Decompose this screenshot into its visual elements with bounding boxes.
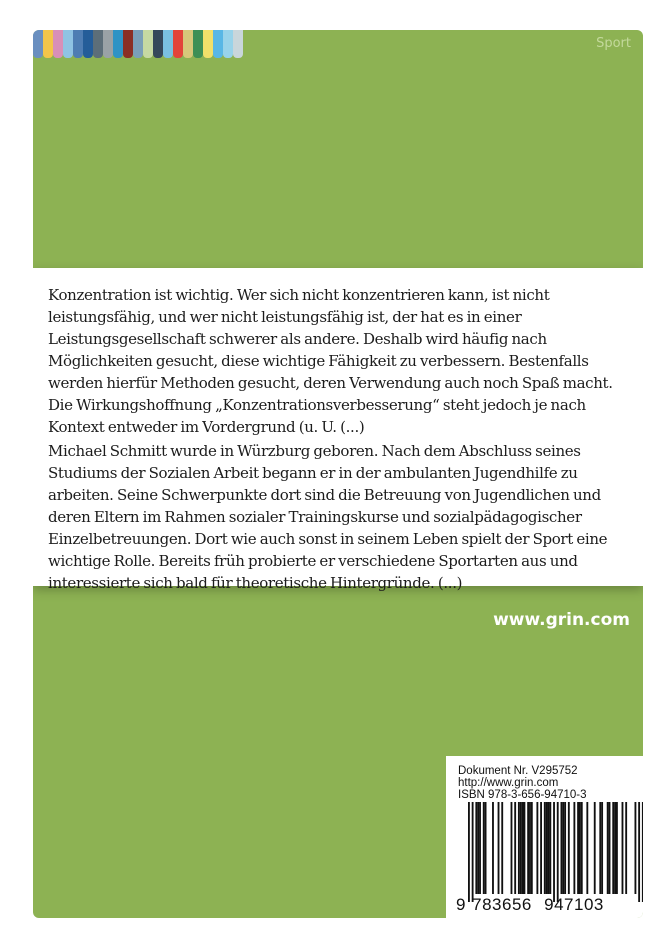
color-stripe bbox=[203, 30, 213, 58]
barcode-bar bbox=[568, 802, 570, 894]
barcode-digits-left: 783656 bbox=[472, 895, 532, 914]
barcode-bar bbox=[594, 802, 596, 894]
barcode-bar bbox=[511, 802, 513, 894]
barcode-bar bbox=[579, 802, 581, 894]
barcode-bar bbox=[586, 802, 588, 894]
color-stripe bbox=[133, 30, 143, 58]
author-biography: Michael Schmitt wurde in Würzburg geboren. Nach dem Abschluss seines Studiums der Sozialen Arbeit begann er in der ambulanten Jugendhilfe zu arbeiten. Seine Schwerpunkte dort sind die Betreuung von Jugendlichen und deren Eltern im Rahmen sozialer Trainingskurse und sozialpädagogischer Einzelbetreuungen. Dort wie auch sonst in seinem Leben spielt der Sport eine wichtige Rolle. Bereits früh probierte er verschiedene Sportarten aus und interessierte sich bald für theoretische Hintergründe. (...) bbox=[48, 442, 608, 592]
document-number: Dokument Nr. V295752 bbox=[458, 765, 578, 777]
isbn-label: ISBN 978-3-656-94710-3 bbox=[458, 789, 587, 801]
color-stripe bbox=[223, 30, 233, 58]
barcode-box bbox=[446, 756, 643, 918]
color-stripe bbox=[173, 30, 183, 58]
color-stripe bbox=[153, 30, 163, 58]
barcode-bar bbox=[485, 802, 487, 894]
category-label: Sport bbox=[596, 36, 631, 51]
barcode-bar bbox=[544, 802, 546, 894]
barcode-bar bbox=[642, 802, 643, 902]
barcode-digits-right: 947103 bbox=[544, 895, 604, 914]
book-back-cover bbox=[33, 30, 643, 918]
barcode-bar bbox=[614, 802, 616, 894]
blurb-panel bbox=[33, 268, 643, 592]
barcode-bar bbox=[527, 802, 529, 894]
color-stripe bbox=[63, 30, 73, 58]
barcode-bar bbox=[524, 802, 526, 894]
barcode-bar bbox=[549, 802, 551, 894]
barcode-bar bbox=[622, 802, 624, 894]
barcode-bar bbox=[612, 802, 614, 894]
barcode-bar bbox=[514, 802, 516, 894]
barcode-bar bbox=[536, 802, 538, 894]
barcode-bar bbox=[609, 802, 611, 894]
publisher-url: http://www.grin.com bbox=[458, 777, 559, 789]
barcode-bar bbox=[483, 802, 485, 894]
color-stripe bbox=[53, 30, 63, 58]
color-stripe bbox=[163, 30, 173, 58]
barcode-bar bbox=[635, 802, 637, 894]
barcode-bar bbox=[638, 802, 640, 902]
color-stripe bbox=[43, 30, 53, 58]
barcode-bar bbox=[616, 802, 618, 894]
barcode-bar bbox=[599, 802, 601, 894]
color-stripe bbox=[93, 30, 103, 58]
barcode-bar bbox=[531, 802, 533, 894]
barcode-bar bbox=[562, 802, 564, 894]
color-stripe bbox=[103, 30, 113, 58]
color-stripe bbox=[123, 30, 133, 58]
barcode-bar bbox=[540, 802, 542, 894]
barcode-bar bbox=[601, 802, 603, 894]
color-stripe bbox=[183, 30, 193, 58]
barcode-bar bbox=[479, 802, 481, 894]
barcode-bar bbox=[498, 802, 500, 894]
barcode-bar bbox=[557, 802, 559, 902]
color-stripe bbox=[233, 30, 243, 58]
barcode-bar bbox=[477, 802, 479, 894]
barcode-digit-first: 9 bbox=[456, 895, 466, 914]
color-stripe bbox=[73, 30, 83, 58]
barcode-bar bbox=[529, 802, 531, 894]
barcode-bar bbox=[468, 802, 470, 902]
barcode-bar bbox=[553, 802, 555, 902]
barcode-bar bbox=[625, 802, 627, 894]
color-stripes bbox=[33, 30, 243, 58]
book-description: Konzentration ist wichtig. Wer sich nicht konzentrieren kann, ist nicht leistungsfähig, und wer nicht leistungsfähig ist, der hat es in einer Leistungsgesellschaft schwerer als andere. Deshalb wird häufig nach Möglichkeiten gesucht, diese wichtige Fähigkeit zu verbessern. Bestenfalls werden hierfür Methoden gesucht, deren Verwendung auch noch Spaß macht. Die Wirkungshoffnung „Konzentrationsverbesserung“ steht jedoch je nach Kontext entweder im Vordergrund (u. U. (...) bbox=[48, 286, 613, 436]
barcode-bar bbox=[581, 802, 583, 894]
barcode-bar bbox=[520, 802, 522, 894]
barcode-bar bbox=[522, 802, 524, 894]
barcode-bar bbox=[472, 802, 474, 902]
barcode-bar bbox=[518, 802, 520, 894]
barcode-bar bbox=[564, 802, 566, 894]
ean-barcode bbox=[446, 802, 643, 914]
publisher-website: www.grin.com bbox=[493, 610, 630, 630]
barcode-bar bbox=[546, 802, 548, 894]
barcode-bar bbox=[607, 802, 609, 894]
barcode-bar bbox=[577, 802, 579, 894]
barcode-bar bbox=[548, 802, 550, 894]
barcode-bar bbox=[492, 802, 494, 894]
barcode-bar bbox=[573, 802, 575, 894]
barcode-bar bbox=[561, 802, 563, 894]
color-stripe bbox=[213, 30, 223, 58]
barcode-bar bbox=[501, 802, 503, 894]
barcode-bar bbox=[475, 802, 477, 894]
color-stripe bbox=[33, 30, 43, 58]
color-stripe bbox=[113, 30, 123, 58]
color-stripe bbox=[143, 30, 153, 58]
color-stripe bbox=[193, 30, 203, 58]
color-stripe bbox=[83, 30, 93, 58]
